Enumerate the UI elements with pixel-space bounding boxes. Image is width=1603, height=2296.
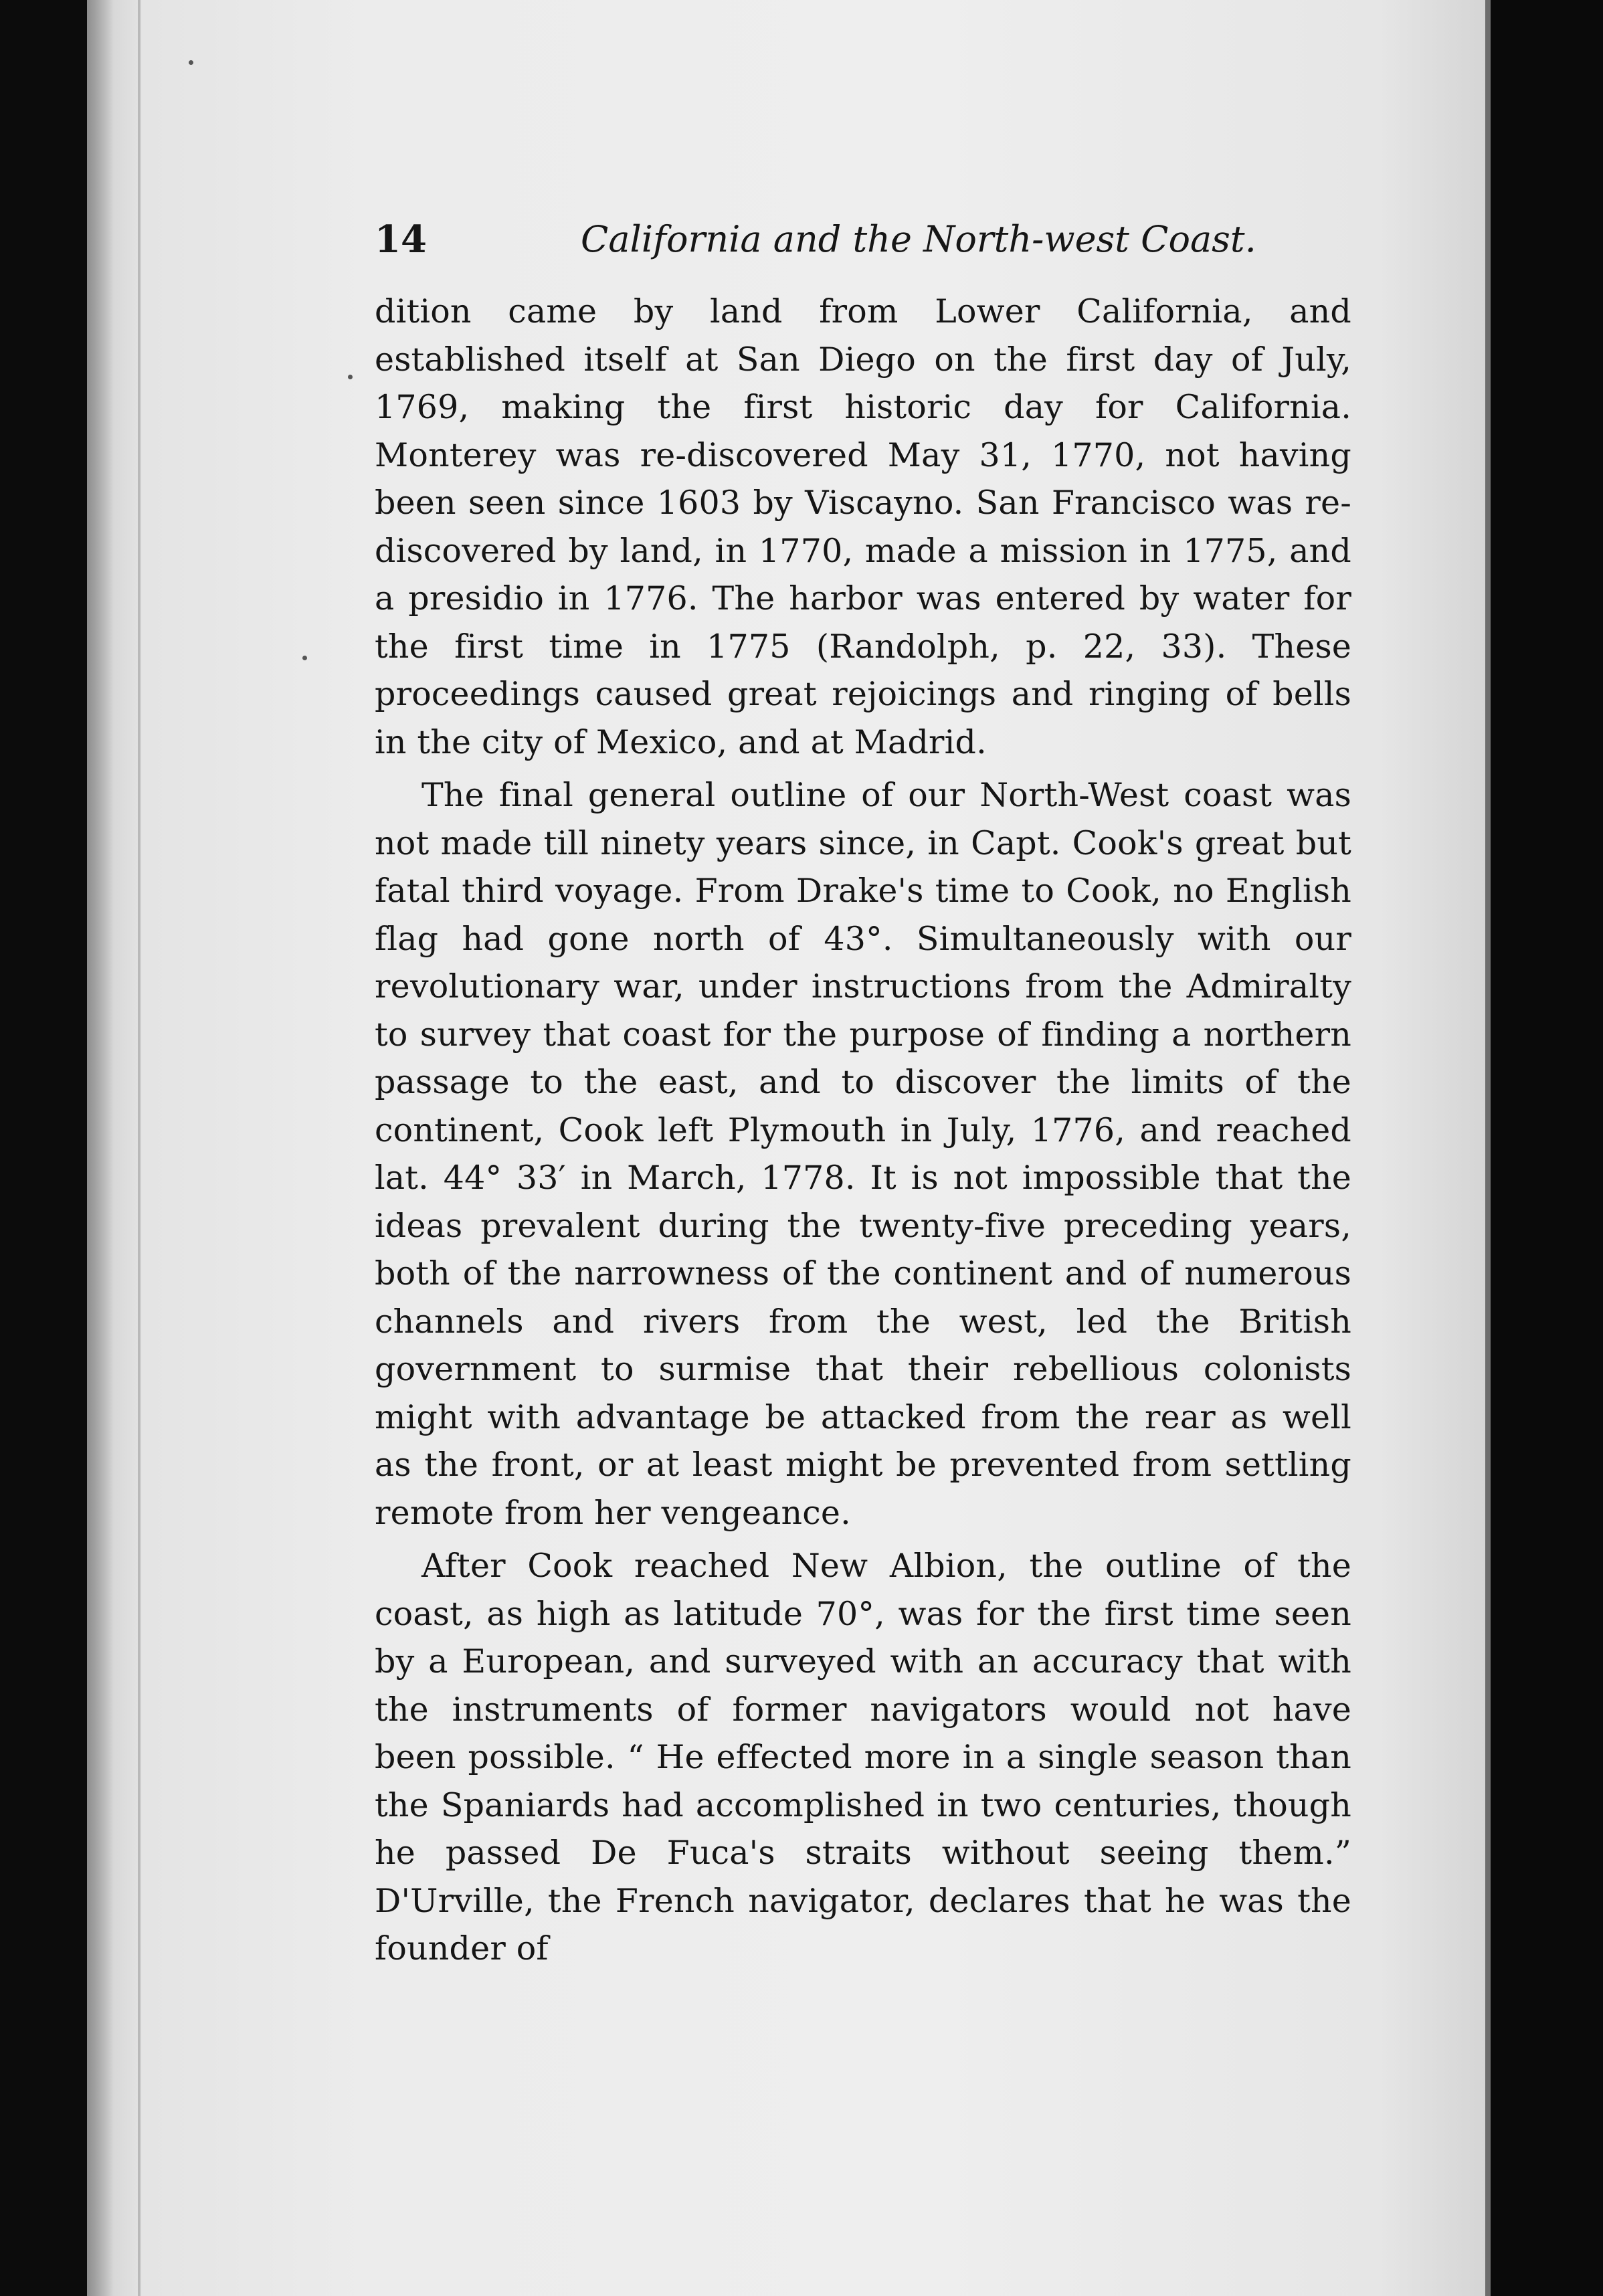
scan-speck (189, 60, 193, 65)
page-header (375, 213, 1256, 266)
running-head: California and the North-west Coast. (581, 218, 1256, 260)
scan-speck (302, 656, 307, 660)
binding-shadow (87, 0, 114, 2296)
body-text (375, 288, 1351, 1973)
facing-page-strip (1491, 0, 1603, 2296)
scan-speck (348, 375, 353, 379)
binding-fold-line (138, 0, 140, 2296)
paragraph-3: After Cook reached New Albion, the outline of the coast, as high as latitude 70°, was for the first time seen by a European, and surveyed with an accuracy that with the instruments of former navigators would not have been possible. “ He effected more in a single season than the Spaniards had accomplished in two centuries, though he passed De Fuca's straits without seeing them.” D'Urville, the French navigator, declares that he was the founder of (375, 1547, 1351, 1968)
paragraph-1: dition came by land from Lower California, and established itself at San Diego on the first day of July, 1769, making the first historic day for California. Monterey was re-discovered May 31, 1770, not having been seen since 1603 by Viscayno. San Francisco was re-discovered by land, in 1770, made a mission in 1775, and a presidio in 1776. The harbor was entered by water for the first time in 1775 (Randolph, p. 22, 33). These proceedings caused great rejoicings and ringing of bells in the city of Mexico, and at Madrid. (375, 292, 1351, 761)
paragraph-2: The final general outline of our North-West coast was not made till ninety years since, in Capt. Cook's great but fatal third voyage. From Drake's time to Cook, no English flag had gone north of 43°. Simultaneously with our revolutionary war, under instructions from the Admiralty to survey that coast for the purpose of finding a northern passage to the east, and to discover the limits of the continent, Cook left Plymouth in July, 1776, and reached lat. 44° 33′ in March, 1778. It is not impossible that the ideas prevalent during the twenty-five preceding years, both of the narrowness of the continent and of numerous channels and rivers from the west, led the British government to surmise that their rebellious colonists might with advantage be attacked from the rear as well as the front, or at least might be prevented from settling remote from her vengeance. (375, 776, 1351, 1532)
page-number: 14 (375, 217, 427, 262)
facing-page-edge (1485, 0, 1491, 2296)
